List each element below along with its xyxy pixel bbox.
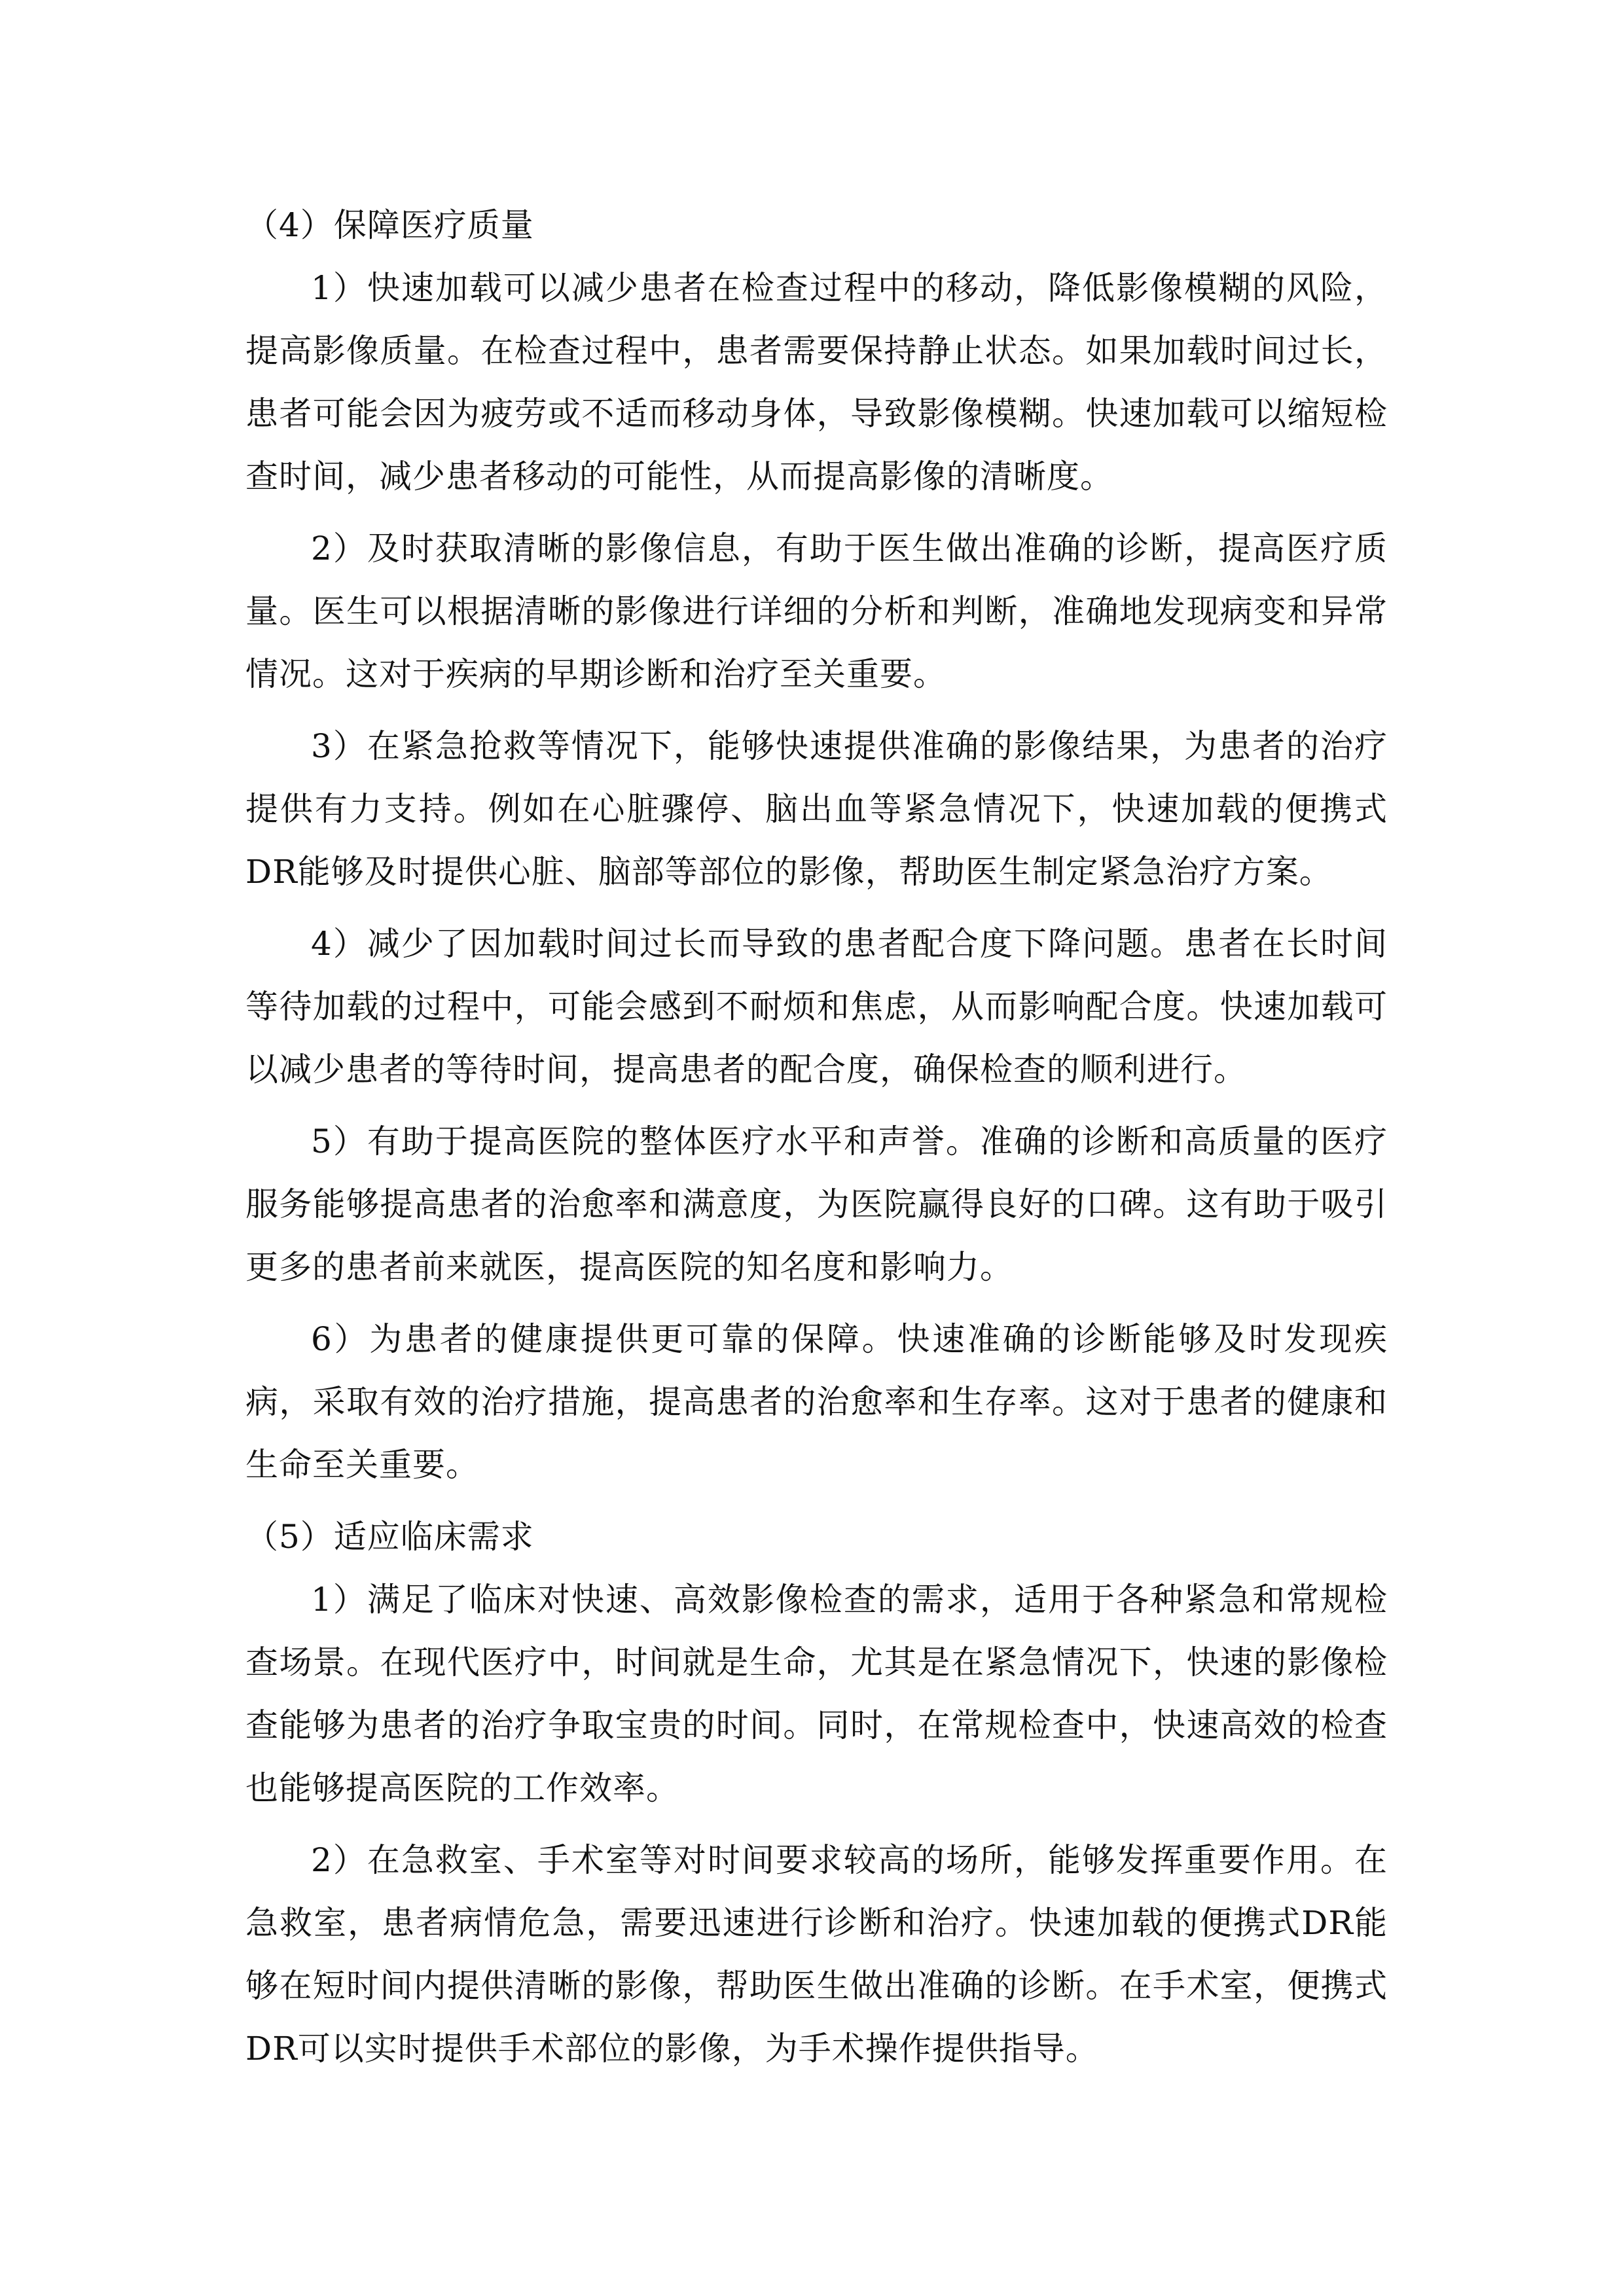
paragraph-4-4: 4）减少了因加载时间过长而导致的患者配合度下降问题。患者在长时间等待加载的过程中，可能会感到不耐烦和焦虑，从而影响配合度。快速加载可以减少患者的等待时间，提高患者的配合度，确保检查的顺利进行。	[245, 925, 1388, 1088]
section-heading-5: （5）适应临床需求	[245, 1518, 534, 1556]
paragraph-4-3: 3）在紧急抢救等情况下，能够快速提供准确的影像结果，为患者的治疗提供有力支持。例如在心脏骤停、脑出血等紧急情况下，快速加载的便携式DR能够及时提供心脏、脑部等部位的影像，帮助医生制定紧急治疗方案。	[245, 727, 1388, 891]
paragraph-4-1: 1）快速加载可以减少患者在检查过程中的移动，降低影像模糊的风险，提高影像质量。在检查过程中，患者需要保持静止状态。如果加载时间过长，患者可能会因为疲劳或不适而移动身体，导致影像模糊。快速加载可以缩短检查时间，减少患者移动的可能性，从而提高影像的清晰度。	[245, 269, 1388, 495]
paragraph-5-1: 1）满足了临床对快速、高效影像检查的需求，适用于各种紧急和常规检查场景。在现代医疗中，时间就是生命，尤其是在紧急情况下，快速的影像检查能够为患者的治疗争取宝贵的时间。同时，在常规检查中，快速高效的检查也能够提高医院的工作效率。	[245, 1581, 1388, 1807]
document-body	[245, 194, 1388, 2089]
section-heading-4: （4）保障医疗质量	[245, 206, 534, 244]
paragraph-5-2: 2）在急救室、手术室等对时间要求较高的场所，能够发挥重要作用。在急救室，患者病情危急，需要迅速进行诊断和治疗。快速加载的便携式DR能够在短时间内提供清晰的影像，帮助医生做出准确的诊断。在手术室，便携式DR可以实时提供手术部位的影像，为手术操作提供指导。	[245, 1841, 1388, 2068]
paragraph-4-6: 6）为患者的健康提供更可靠的保障。快速准确的诊断能够及时发现疾病，采取有效的治疗措施，提高患者的治愈率和生存率。这对于患者的健康和生命至关重要。	[245, 1320, 1388, 1484]
paragraph-4-2: 2）及时获取清晰的影像信息，有助于医生做出准确的诊断，提高医疗质量。医生可以根据清晰的影像进行详细的分析和判断，准确地发现病变和异常情况。这对于疾病的早期诊断和治疗至关重要。	[245, 529, 1388, 693]
paragraph-4-5: 5）有助于提高医院的整体医疗水平和声誉。准确的诊断和高质量的医疗服务能够提高患者的治愈率和满意度，为医院赢得良好的口碑。这有助于吸引更多的患者前来就医，提高医院的知名度和影响力。	[245, 1122, 1388, 1286]
